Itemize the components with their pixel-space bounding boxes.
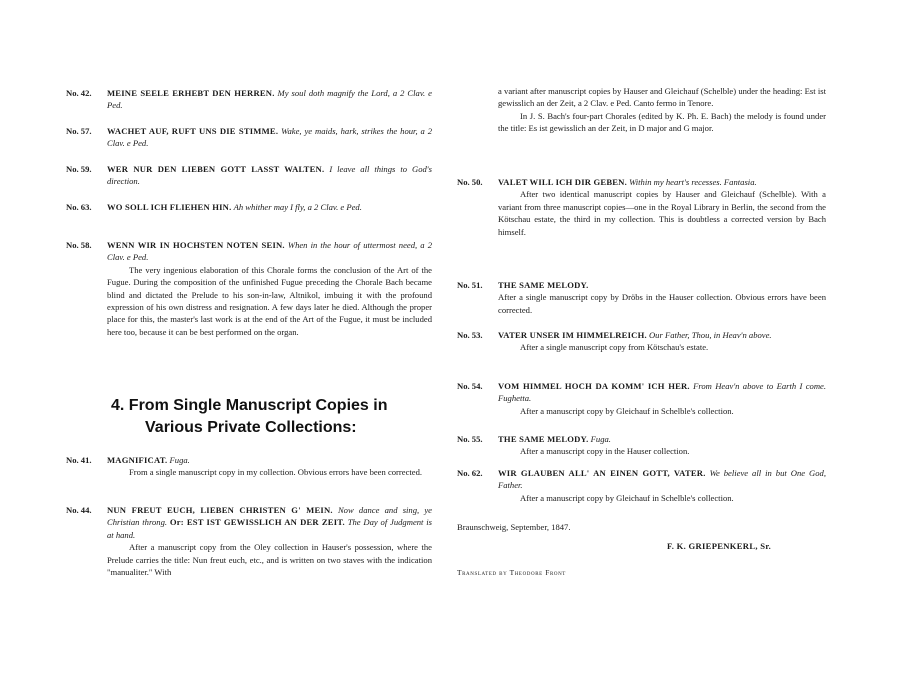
entry-number: No. 41.	[66, 455, 92, 465]
entry-title: THE SAME MELODY.	[498, 280, 589, 290]
entry-paragraph: After a single manuscript copy by Dröbs in the Hauser collection. Obvious errors have been corrected.	[498, 292, 826, 315]
entry-number: No. 54.	[457, 381, 483, 391]
entry-no-63	[66, 201, 432, 213]
entry-title: VOM HIMMEL HOCH DA KOMM' ICH HER.	[498, 381, 690, 391]
entry-no-54	[457, 380, 826, 417]
translator-credit: Translated by Theodore Front	[457, 568, 566, 577]
entry-paragraph: After a manuscript copy by Gleichauf in Schelble's collection.	[520, 405, 734, 416]
entry-title: MEINE SEELE ERHEBT DEN HERREN.	[107, 88, 275, 98]
entry-title: WACHET AUF, RUFT UNS DIE STIMME.	[107, 126, 279, 136]
entry-paragraph: After a manuscript copy by Gleichauf in Schelble's collection.	[520, 492, 734, 503]
entry-no-62	[457, 467, 826, 504]
entry-number: No. 50.	[457, 177, 483, 187]
entry-paragraph: After a manuscript copy in the Hauser collection.	[520, 446, 690, 457]
entry-number: No. 57.	[66, 126, 92, 136]
entry-title: NUN FREUT EUCH, LIEBEN CHRISTEN G' MEIN.	[107, 505, 333, 515]
entry-number: No. 42.	[66, 88, 92, 98]
entry-number: No. 63.	[66, 202, 92, 212]
entry-no-53	[457, 329, 826, 354]
place-date: Braunschweig, September, 1847.	[457, 522, 571, 532]
entry-alt-subtitle: The Day of Judgment is at hand.	[107, 517, 432, 540]
entry-no-59	[66, 163, 432, 188]
entry-subtitle: From Heav'n above to Earth I come. Fughetta.	[498, 381, 826, 404]
continuation-paragraph: a variant after manuscript copies by Hauser and Gleichauf (Schelble) under the heading: Est ist gewisslich an der Zeit, a 2 Clav. e Ped. Canto fermo in Tenore.	[498, 86, 826, 109]
entry-paragraph: The very ingenious elaboration of this Chorale forms the conclusion of the Art of the Fugue. During the composition of the unfinished Fugue preceding the Chorale Bach became blind and dictated the Prelude to his son-in-law, Altnikol, imbuing it with the profound expression of his own distress and resignation. A few days later he died. Although the proper place for this, the master's last work is at the end of the Art of the Fugue, it must be included here too, because it can be best performed on the organ.	[107, 264, 432, 337]
entry-number: No. 44.	[66, 505, 92, 515]
entry-title: WER NUR DEN LIEBEN GOTT LASST WALTEN.	[107, 164, 325, 174]
entry-number: No. 59.	[66, 164, 92, 174]
entry-subtitle: Ah whither may I fly, a 2 Clav. e Ped.	[233, 202, 362, 212]
entry-subtitle: I leave all things to God's direction.	[107, 164, 432, 187]
entry-alt-title: Or: EST IST GEWISSLICH AN DER ZEIT.	[169, 517, 345, 528]
entry-paragraph: After a manuscript copy from the Oley collection in Hauser's possession, where the Prelude carries the title: Nun freut euch, etc., and is written on two staves with the indication "manualiter." With	[107, 542, 432, 578]
entry-number: No. 62.	[457, 468, 483, 478]
section-heading-line-1: 4. From Single Manuscript Copies in	[111, 397, 388, 414]
entry-no-44	[66, 504, 432, 578]
entry-title: THE SAME MELODY.	[498, 434, 589, 444]
entry-number: No. 51.	[457, 280, 483, 290]
entry-subtitle: Fuga.	[590, 434, 611, 444]
entry-title: WIR GLAUBEN ALL' AN EINEN GOTT, VATER.	[498, 468, 706, 478]
entry-paragraph: From a single manuscript copy in my collection. Obvious errors have been corrected.	[129, 467, 423, 478]
entry-title: WENN WIR IN HOCHSTEN NOTEN SEIN.	[107, 240, 285, 250]
entry-no-51	[457, 279, 826, 316]
entry-title: VATER UNSER IM HIMMELREICH.	[498, 330, 647, 340]
entry-number: No. 55.	[457, 434, 483, 444]
entry-subtitle: Wake, ye maids, hark, strikes the hour, a 2 Clav. e Ped.	[107, 126, 432, 149]
entry-subtitle: Our Father, Thou, in Heav'n above.	[648, 330, 772, 340]
entry-no-55	[457, 433, 826, 458]
entry-number: No. 58.	[66, 240, 92, 250]
entry-no-42	[66, 87, 432, 112]
entry-subtitle: Now dance and sing, ye Christian throng.	[107, 505, 432, 528]
section-heading-line-2: Various Private Collections:	[145, 419, 357, 436]
entry-no-41	[66, 454, 432, 479]
entry-title: MAGNIFICAT.	[107, 455, 168, 465]
entry-paragraph: After two identical manuscript copies by Hauser and Gleichauf (Schelble). With a variant from three manuscript copies—one in the Royal Library in Berlin, the second from the Kötschau estate, the third in my collection. This is doubtless a corrected version by Bach himself.	[498, 189, 826, 237]
entry-number: No. 53.	[457, 330, 483, 340]
entry-title: VALET WILL ICH DIR GEBEN.	[498, 177, 627, 187]
entry-subtitle: My soul doth magnify the Lord, a 2 Clav. e Ped.	[107, 88, 432, 111]
entry-subtitle: Fuga.	[169, 455, 190, 465]
entry-paragraph: After a single manuscript copy from Kötschau's estate.	[520, 342, 709, 353]
entry-no-44-continuation	[457, 85, 826, 135]
entry-title: WO SOLL ICH FLIEHEN HIN.	[107, 202, 232, 212]
entry-no-58	[66, 239, 432, 338]
entry-subtitle: Within my heart's recesses. Fantasia.	[629, 177, 757, 187]
entry-no-50	[457, 176, 826, 238]
continuation-paragraph: In J. S. Bach's four-part Chorales (edited by K. Ph. E. Bach) the melody is found under the title: Es ist gewisslich an der Zeit, in D major and G major.	[498, 110, 826, 134]
entry-subtitle: We believe all in but One God, Father.	[498, 468, 827, 491]
entry-subtitle: When in the hour of uttermost need, a 2 Clav. e Ped.	[107, 240, 432, 263]
signature: F. K. GRIEPENKERL, Sr.	[667, 541, 772, 551]
entry-no-57	[66, 125, 432, 150]
section-heading	[111, 395, 411, 439]
